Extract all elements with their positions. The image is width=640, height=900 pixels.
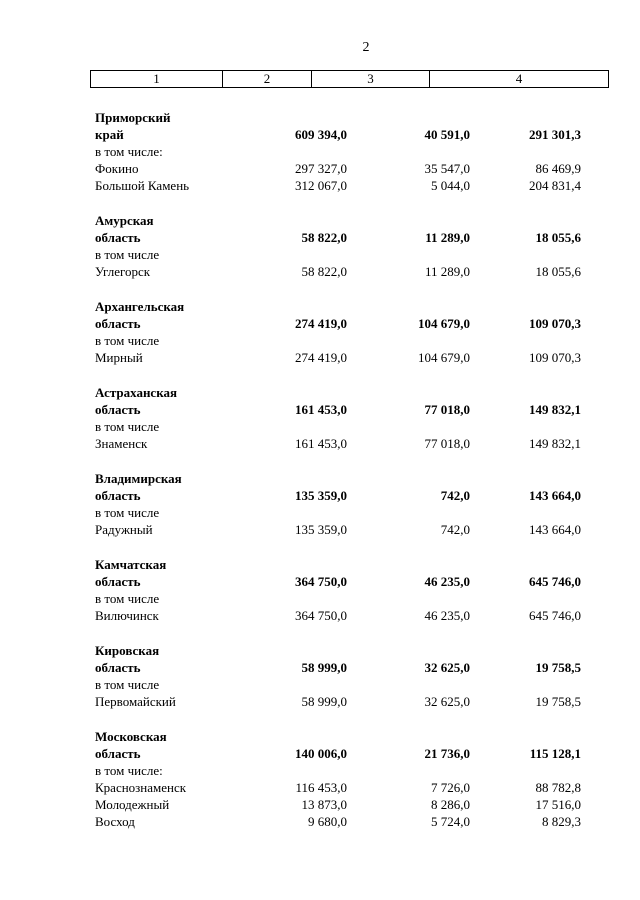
city-value-col3: 77 018,0 (424, 436, 470, 451)
including-label: в том числе (95, 419, 160, 434)
region-value-col2: 58 822,0 (301, 230, 347, 245)
region-group (95, 728, 595, 830)
city-value-col3: 5 044,0 (431, 178, 470, 193)
city-row (95, 263, 595, 280)
city-value-col2: 58 822,0 (301, 264, 347, 279)
city-value-col4: 204 831,4 (529, 178, 581, 193)
column-header-1: 1 (91, 71, 223, 87)
region-name: область (95, 746, 141, 761)
city-row (95, 521, 595, 538)
region-group (95, 470, 595, 538)
city-value-col3: 35 547,0 (424, 161, 470, 176)
subtitle-row (95, 676, 595, 693)
column-header-3: 3 (312, 71, 430, 87)
subtitle-row (95, 418, 595, 435)
column-header-2: 2 (223, 71, 312, 87)
region-name-row (95, 109, 595, 126)
region-total-row (95, 401, 595, 418)
city-name: Вилючинск (95, 608, 159, 623)
region-group (95, 642, 595, 710)
city-value-col4: 149 832,1 (529, 436, 581, 451)
city-value-col2: 364 750,0 (295, 608, 347, 623)
city-value-col3: 742,0 (440, 522, 470, 537)
region-total-row (95, 126, 595, 143)
region-name: Кировская (95, 643, 160, 658)
region-name-row (95, 556, 595, 573)
including-label: в том числе (95, 505, 160, 520)
column-header-row (90, 70, 609, 88)
city-value-col4: 18 055,6 (535, 264, 581, 279)
page-number: 2 (362, 40, 370, 55)
region-value-col4: 115 128,1 (529, 746, 581, 761)
city-row (95, 160, 595, 177)
region-name: Камчатская (95, 557, 167, 572)
city-value-col4: 19 758,5 (535, 694, 581, 709)
city-name: Большой Камень (95, 178, 190, 193)
region-group (95, 109, 595, 194)
region-name-row (95, 470, 595, 487)
city-value-col2: 58 999,0 (301, 694, 347, 709)
region-value-col4: 149 832,1 (529, 402, 581, 417)
city-value-col4: 109 070,3 (529, 350, 581, 365)
including-label: в том числе (95, 677, 160, 692)
column-header-4: 4 (515, 71, 523, 86)
region-value-col3: 77 018,0 (424, 402, 470, 417)
including-label: в том числе: (95, 763, 163, 778)
city-value-col3: 32 625,0 (424, 694, 470, 709)
region-name: область (95, 660, 141, 675)
region-name: Приморский (95, 110, 171, 125)
region-value-col4: 291 301,3 (529, 127, 581, 142)
region-name: область (95, 316, 141, 331)
city-row (95, 177, 595, 194)
region-value-col4: 18 055,6 (535, 230, 581, 245)
region-value-col3: 32 625,0 (424, 660, 470, 675)
city-value-col4: 8 829,3 (542, 814, 581, 829)
including-label: в том числе: (95, 144, 163, 159)
city-name: Углегорск (95, 264, 151, 279)
region-value-col2: 364 750,0 (295, 574, 347, 589)
subtitle-row (95, 590, 595, 607)
city-row (95, 693, 595, 710)
region-name: Владимирская (95, 471, 182, 486)
region-total-row (95, 315, 595, 332)
region-group (95, 212, 595, 280)
including-label: в том числе (95, 247, 160, 262)
city-row (95, 607, 595, 624)
city-row (95, 813, 595, 830)
city-value-col4: 17 516,0 (535, 797, 581, 812)
city-value-col2: 312 067,0 (295, 178, 347, 193)
including-label: в том числе (95, 333, 160, 348)
region-value-col3: 40 591,0 (424, 127, 470, 142)
region-name-row (95, 728, 595, 745)
region-value-col4: 109 070,3 (529, 316, 581, 331)
city-name: Восход (95, 814, 135, 829)
city-value-col3: 7 726,0 (431, 780, 470, 795)
region-group (95, 556, 595, 624)
subtitle-row (95, 762, 595, 779)
region-value-col3: 104 679,0 (418, 316, 470, 331)
region-value-col2: 135 359,0 (295, 488, 347, 503)
city-name: Первомайский (95, 694, 176, 709)
region-total-row (95, 487, 595, 504)
city-name: Мирный (95, 350, 143, 365)
city-value-col4: 645 746,0 (529, 608, 581, 623)
region-value-col3: 742,0 (440, 488, 470, 503)
region-name-row (95, 212, 595, 229)
subtitle-row (95, 143, 595, 160)
region-total-row (95, 229, 595, 246)
city-value-col3: 104 679,0 (418, 350, 470, 365)
region-value-col4: 645 746,0 (529, 574, 581, 589)
region-name: область (95, 488, 141, 503)
region-name-row (95, 642, 595, 659)
city-value-col2: 9 680,0 (308, 814, 347, 829)
region-value-col3: 21 736,0 (424, 746, 470, 761)
region-total-row (95, 745, 595, 762)
city-name: Радужный (95, 522, 153, 537)
city-value-col3: 11 289,0 (424, 264, 470, 279)
city-value-col3: 5 724,0 (431, 814, 470, 829)
subtitle-row (95, 504, 595, 521)
subtitle-row (95, 332, 595, 349)
region-name: Амурская (95, 213, 154, 228)
region-value-col2: 58 999,0 (301, 660, 347, 675)
region-name: область (95, 230, 141, 245)
city-value-col2: 161 453,0 (295, 436, 347, 451)
region-total-row (95, 573, 595, 590)
city-row (95, 796, 595, 813)
city-value-col4: 88 782,8 (535, 780, 581, 795)
city-value-col2: 116 453,0 (295, 780, 347, 795)
region-value-col2: 274 419,0 (295, 316, 347, 331)
region-value-col4: 143 664,0 (529, 488, 581, 503)
region-name: область (95, 574, 141, 589)
region-name: Архангельская (95, 299, 185, 314)
city-value-col2: 13 873,0 (301, 797, 347, 812)
city-name: Фокино (95, 161, 139, 176)
including-label: в том числе (95, 591, 160, 606)
region-total-row (95, 659, 595, 676)
city-value-col4: 143 664,0 (529, 522, 581, 537)
region-name: край (95, 127, 124, 142)
region-group (95, 384, 595, 452)
city-name: Молодежный (95, 797, 170, 812)
region-name: Московская (95, 729, 167, 744)
city-value-col2: 274 419,0 (295, 350, 347, 365)
region-name: область (95, 402, 141, 417)
city-value-col2: 135 359,0 (295, 522, 347, 537)
region-value-col4: 19 758,5 (535, 660, 581, 675)
city-value-col3: 46 235,0 (424, 608, 470, 623)
region-group (95, 298, 595, 366)
region-value-col2: 609 394,0 (295, 127, 347, 142)
city-value-col2: 297 327,0 (295, 161, 347, 176)
region-name: Астраханская (95, 385, 178, 400)
region-value-col2: 140 006,0 (295, 746, 347, 761)
region-name-row (95, 298, 595, 315)
city-name: Краснознаменск (95, 780, 187, 795)
city-value-col4: 86 469,9 (535, 161, 581, 176)
city-value-col3: 8 286,0 (431, 797, 470, 812)
region-name-row (95, 384, 595, 401)
city-name: Знаменск (95, 436, 148, 451)
table-body (95, 109, 595, 848)
city-row (95, 349, 595, 366)
region-value-col3: 46 235,0 (424, 574, 470, 589)
region-value-col2: 161 453,0 (295, 402, 347, 417)
subtitle-row (95, 246, 595, 263)
city-row (95, 779, 595, 796)
city-row (95, 435, 595, 452)
region-value-col3: 11 289,0 (425, 230, 470, 245)
